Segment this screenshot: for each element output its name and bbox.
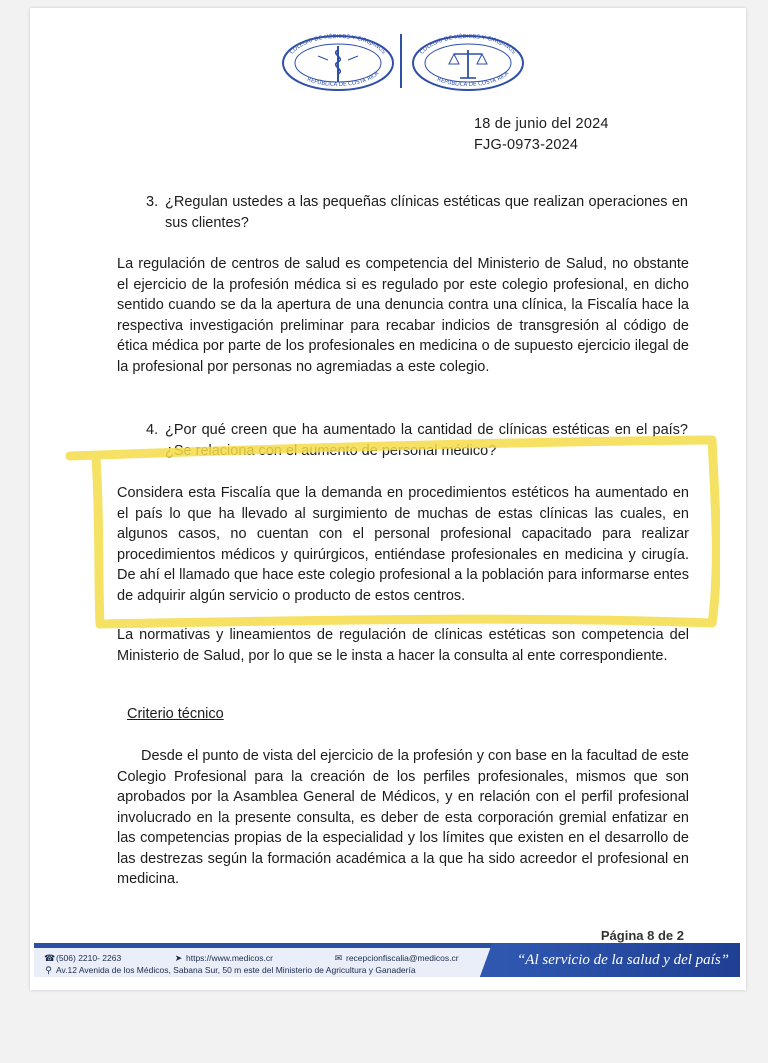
location-pin-icon: ⚲	[45, 965, 52, 975]
footer-phone-text: (506) 2210- 2263	[56, 953, 122, 963]
criterio-tecnico-heading: Criterio técnico	[127, 706, 224, 722]
svg-text:COLEGIO DE MÉDICOS Y CIRUJANOS: COLEGIO DE MÉDICOS Y CIRUJANOS	[289, 33, 387, 56]
criterio-tecnico-paragraph: Desde el punto de vista del ejercicio de la profesión y con base en la facultad de este Colegio Profesional para la creación de los perfiles profesionales, mismos que son aprobados por la Asamblea General de Médicos, y en relación con el perfil profesional involucrado en la presente consulta, es deber de esta corporación gremial enfatizar en las competencias propias de la especialidad y los límites que existen en el desarrollo de las destrezas según la formación académica a la que ha sido acreedor el profesional en medicina.	[117, 748, 689, 887]
document-date: 18 de junio del 2024	[474, 116, 609, 132]
question-text: ¿Por qué creen que ha aumentado la cantidad de clínicas estéticas en el país? ¿Se relaciona con el aumento de personal médico?	[165, 422, 688, 459]
answer-3-paragraph: La regulación de centros de salud es competencia del Ministerio de Salud, no obstante el ejercicio de la profesión médica si es regulado por este colegio profesional, en dicho sentido cuando se da la apertura de una denuncia contra una clínica, la Fiscalía hace la respectiva investigación preliminar para recabar indicios de transgresión al código de ética médica por parte de los profesionales en medicina o de supuesto ejercicio ilegal de la profesional por personas no agremiadas a este colegio.	[117, 256, 689, 375]
footer-address: Av.12 Avenida de los Médicos, Sabana Sur, 50 m este del Ministerio de Agricultura y Ganadería	[56, 965, 416, 975]
footer-email[interactable]	[334, 953, 459, 964]
page-number	[601, 928, 684, 943]
footer-email-link[interactable]: recepcionfiscalia@medicos.cr	[346, 953, 459, 963]
page-of: de	[657, 928, 674, 943]
page-current: 8	[647, 928, 655, 943]
answer-4-paragraph: Considera esta Fiscalía que la demanda en procedimientos estéticos ha aumentado en el país lo que ha llevado al surgimiento de muchas de estas clínicas las cuales, en algunos casos, no cuentan con el personal profesional capacitado para realizar procedimientos médicos y quirúrgicos, entiéndase profesionales en medicina y cirugía. De ahí el llamado que hace este colegio profesional a la población para informarse entes de adquirir algún servicio o producto de estos centros.	[117, 485, 689, 604]
footer-slogan: “Al servicio de la salud y del país”	[516, 952, 730, 968]
logo-divider	[400, 34, 402, 88]
footer-website[interactable]	[174, 953, 273, 964]
phone-icon: ☎	[44, 953, 56, 963]
colegio-medicos-seal	[278, 32, 398, 94]
footer-bar	[34, 943, 740, 977]
footer-website-link[interactable]: https://www.medicos.cr	[186, 953, 273, 963]
question-text: ¿Regulan ustedes a las pequeñas clínicas estéticas que realizan operaciones en sus clientes?	[165, 194, 688, 231]
svg-text:REPÚBLICA DE COSTA RICA: REPÚBLICA DE COSTA RICA	[306, 70, 381, 89]
question-3	[146, 192, 688, 233]
document-reference: FJG-0973-2024	[474, 137, 579, 153]
question-number: 4.	[146, 422, 159, 438]
document-page	[30, 8, 746, 990]
mail-icon: ✉	[334, 953, 343, 963]
fiscalia-seal	[408, 32, 528, 94]
cursor-icon: ➤	[174, 953, 183, 963]
svg-text:COLEGIO DE MÉDICOS Y CIRUJANOS: COLEGIO DE MÉDICOS Y CIRUJANOS	[419, 33, 517, 56]
svg-text:REPÚBLICA DE COSTA RICA: REPÚBLICA DE COSTA RICA	[436, 70, 511, 89]
header-logos	[278, 28, 528, 98]
page-total: 2	[676, 928, 684, 943]
answer-4-regulation-paragraph: La normativas y lineamientos de regulación de clínicas estéticas son competencia del Ministerio de Salud, por lo que se le insta a hacer la consulta al ente correspondiente.	[117, 627, 689, 664]
footer-phone	[44, 953, 121, 964]
page-label: Página	[600, 928, 644, 943]
question-number: 3.	[146, 194, 159, 210]
